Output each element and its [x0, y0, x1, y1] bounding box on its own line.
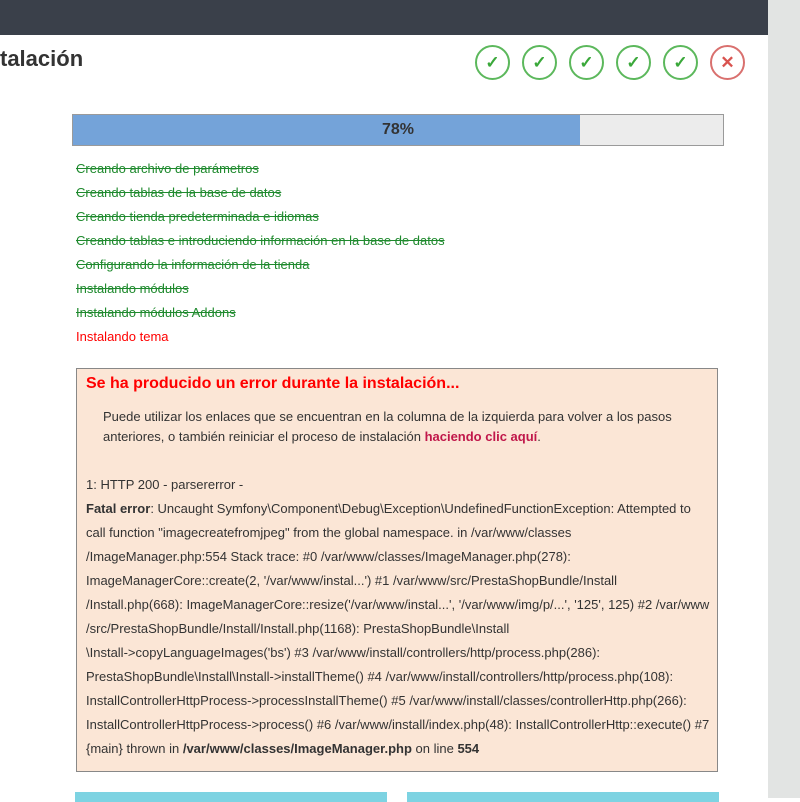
line-text: on line [411, 741, 458, 756]
fatal-label: Fatal error [86, 501, 151, 516]
error-box [76, 368, 718, 772]
hint-text: Puede utilizar los enlaces que se encuentran en la columna de la izquierda para volver a los pasos anteriores, o también reiniciar el proceso de instalación [103, 409, 672, 444]
task-list [76, 159, 445, 351]
status-line: 1: HTTP 200 - parsererror - [86, 477, 244, 492]
scrollbar[interactable] [768, 0, 800, 798]
check-icon: ✓ [616, 45, 651, 80]
progress-bar [72, 114, 724, 146]
task-item: Creando archivo de parámetros [76, 161, 259, 176]
task-item: Instalando módulos [76, 281, 189, 296]
error-hint [86, 407, 708, 447]
task-item: Instalando tema [76, 329, 169, 344]
hint-end: . [537, 429, 541, 444]
check-icon: ✓ [663, 45, 698, 80]
check-icon: ✓ [522, 45, 557, 80]
task-item: Creando tienda predeterminada e idiomas [76, 209, 319, 224]
thrown-text: {main} thrown in [86, 741, 183, 756]
trace-last-line [86, 737, 708, 761]
progress-label: 78% [381, 121, 415, 138]
trace-line: call function "imagecreatefromjpeg" from the global namespace. in /var/www/classes [86, 525, 572, 540]
task-item: Configurando la información de la tienda [76, 257, 310, 272]
task-item: Creando tablas de la base de datos [76, 185, 282, 200]
task-item: Creando tablas e introduciendo información en la base de datos [76, 233, 445, 248]
check-icon: ✓ [475, 45, 510, 80]
trace-line: \Install->copyLanguageImages('bs') #3 /var/www/install/controllers/http/process.php(286): [86, 645, 601, 660]
trace-line: PrestaShopBundle\Install\Install->installTheme() #4 /var/www/install/controllers/http/process.php(108): [86, 669, 674, 684]
trace-line: /ImageManager.php:554 Stack trace: #0 /var/www/classes/ImageManager.php(278): [86, 549, 571, 564]
trace-line: InstallControllerHttpProcess->process() #6 /var/www/install/index.php(48): InstallControllerHttp::execute() #7 [86, 717, 710, 732]
trace-line: /Install.php(668): ImageManagerCore::resize('/var/www/instal...', '/var/www/img/p/...', '125', 125) #2 /var/www [86, 597, 710, 612]
restart-link[interactable]: haciendo clic aquí [424, 429, 538, 444]
error-heading: Se ha producido un error durante la instalación... [86, 375, 460, 392]
error-file: /var/www/classes/ImageManager.php [182, 741, 412, 756]
fatal-text: : Uncaught Symfony\Component\Debug\Exception\UndefinedFunctionException: Attempted to [150, 501, 691, 516]
back-button[interactable] [75, 792, 387, 802]
trace-line: ImageManagerCore::create(2, '/var/www/instal...') #1 /var/www/src/PrestaShopBundle/Install [86, 573, 617, 588]
error-line: 554 [457, 741, 480, 756]
check-icon: ✓ [569, 45, 604, 80]
task-item: Instalando módulos Addons [76, 305, 236, 320]
next-button[interactable] [407, 792, 719, 802]
error-x-icon: ✕ [710, 45, 745, 80]
step-indicators [475, 45, 745, 80]
top-bar [0, 0, 768, 35]
error-trace [86, 473, 708, 761]
fatal-line [86, 497, 708, 521]
page-title: talación [0, 46, 84, 71]
trace-line: /src/PrestaShopBundle/Install/Install.php(1168): PrestaShopBundle\Install [86, 621, 510, 636]
trace-line: InstallControllerHttpProcess->processInstallTheme() #5 /var/www/install/classes/controllerHttp.php(266): [86, 693, 687, 708]
